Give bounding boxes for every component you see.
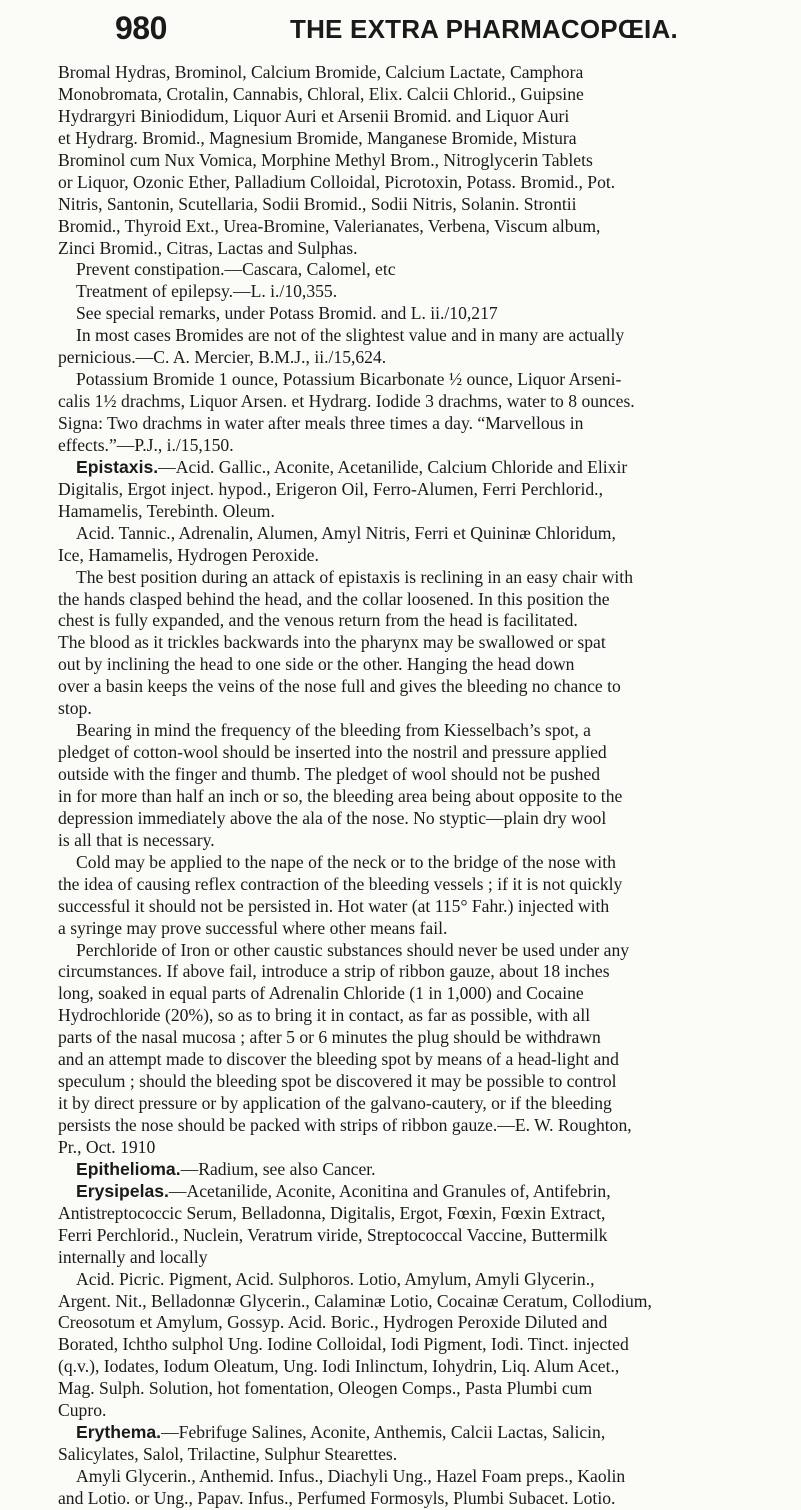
text-line: parts of the nasal mucosa ; after 5 or 6 minutes the plug should be withdrawn [58,1027,601,1048]
entry-text: —Radium, see also Cancer. [180,1158,376,1179]
text-line: and an attempt made to discover the bleeding spot by means of a head-light and [58,1049,619,1070]
text-line: stop. [58,698,92,719]
text-line: Nitris, Santonin, Scutellaria, Sodii Bromid., Sodii Nitris, Solanin. Strontii [58,193,577,214]
text-line: See special remarks, under Potass Bromid. and L. ii./10,217 [76,303,498,324]
text-line: Signa: Two drachms in water after meals three times a day. “Marvellous in [58,413,584,433]
text-line: Salicylates, Salol, Trilactine, Sulphur Stearettes. [58,1444,398,1465]
running-head: THE EXTRA PHARMACOPŒIA. [290,14,678,44]
text-line: The best position during an attack of epistaxis is reclining in an easy chair with [76,566,633,587]
text-line: Hydrochloride (20%), so as to bring it in contact, as far as possible, with all [58,1005,591,1026]
text-line: Monobromata, Crotalin, Cannabis, Chloral, Elix. Calcii Chlorid., Guipsine [58,83,584,104]
entry-heading: Erysipelas. [76,1180,169,1201]
text-line: and Lotio. or Ung., Papav. Infus., Perfumed Formosyls, Plumbi Subacet. Lotio. [58,1487,616,1508]
entry-text: —Febrifuge Salines, Aconite, Anthemis, Calcii Lactas, Salicin, [161,1422,606,1443]
text-line [58,457,795,479]
text-line: The blood as it trickles backwards into the pharynx may be swallowed or spat [58,632,606,653]
text-line: depression immediately above the ala of the nose. No styptic—plain dry wool [58,807,607,828]
text-line: Cupro. [58,1400,107,1421]
text-line: it by direct pressure or by application of the galvano-cautery, or if the bleeding [58,1093,612,1114]
text-line: In most cases Bromides are not of the slightest value and in many are actually [76,325,625,346]
entry-heading: Erythema. [76,1422,162,1443]
text-line: pernicious.—C. A. Mercier, B.M.J., ii./15,624. [58,347,387,368]
text-line: Bromal Hydras, Brominol, Calcium Bromide, Calcium Lactate, Camphora [58,62,584,82]
text-line: calis 1½ drachms, Liquor Arsen. et Hydrarg. Iodide 3 drachms, water to 8 ounces. [58,391,635,412]
text-line: speculum ; should the bleeding spot be discovered it may be possible to control [58,1071,617,1092]
page-body [58,62,795,1510]
page-header [58,0,795,62]
text-line: outside with the finger and thumb. The pledget of wool should not be pushed [58,764,601,784]
text-line: Potassium Bromide 1 ounce, Potassium Bicarbonate ½ ounce, Liquor Arseni- [76,369,622,390]
text-line: Amyli Glycerin., Anthemid. Infus., Diachyli Ung., Hazel Foam preps., Kaolin [76,1466,626,1486]
text-line: Ferri Perchlorid., Nuclein, Veratrum viride, Streptococcal Vaccine, Buttermilk [58,1224,608,1245]
entry-text: —Acetanilide, Aconite, Aconitina and Granules of, Antifebrin, [168,1180,611,1201]
entry-heading: Epistaxis. [76,456,159,477]
text-line: Brominol cum Nux Vomica, Morphine Methyl Brom., Nitroglycerin Tablets [58,149,593,170]
text-line: is all that is necessary. [58,829,215,850]
text-line: successful it should not be persisted in. Hot water (at 115° Fahr.) injected with [58,895,610,916]
text-line: Treatment of epilepsy.—L. i./10,355. [76,281,338,302]
text-line: Borated, Ichtho sulphol Ung. Iodine Colloidal, Iodi Pigment, Iodi. Tinct. injected [58,1334,629,1355]
text-line: et Hydrarg. Bromid., Magnesium Bromide, Manganese Bromide, Mistura [58,127,577,148]
text-line: Acid. Tannic., Adrenalin, Alumen, Amyl Nitris, Ferri et Quininæ Chloridum, [76,522,616,543]
entry-heading: Epithelioma. [76,1158,181,1179]
text-line: Acid. Picric. Pigment, Acid. Sulphoros. Lotio, Amylum, Amyli Glycerin., [76,1268,595,1289]
text-line: a syringe may prove successful where other means fail. [58,917,448,938]
text-line: Ice, Hamamelis, Hydrogen Peroxide. [58,544,319,565]
text-line: Hydrargyri Biniodidum, Liquor Auri et Arsenii Bromid. and Liquor Auri [58,105,570,126]
text-line: in for more than half an inch or so, the bleeding area being about opposite to the [58,785,623,806]
text-line: out by inclining the head to one side or the other. Hanging the head down [58,654,575,675]
text-line: Cold may be applied to the nape of the neck or to the bridge of the nose with [76,851,616,872]
text-line: chest is fully expanded, and the venous return from the head is facilitated. [58,610,578,631]
text-line: Mag. Sulph. Solution, hot fomentation, Oleogen Comps., Pasta Plumbi cum [58,1378,593,1399]
text-line: Zinci Bromid., Citras, Lactas and Sulphas. [58,237,358,258]
text-line: Antistreptococcic Serum, Belladonna, Digitalis, Ergot, Fœxin, Fœxin Extract, [58,1202,606,1223]
text-line: pledget of cotton-wool should be inserted into the nostril and pressure applied [58,742,607,763]
text-line: Bearing in mind the frequency of the bleeding from Kiesselbach’s spot, a [76,720,591,741]
text-line: circumstances. If above fail, introduce a strip of ribbon gauze, about 18 inches [58,961,610,982]
text-line: Perchloride of Iron or other caustic substances should never be used under any [76,939,630,960]
text-line [58,1181,795,1203]
page-number: 980 [115,10,167,46]
text-line: long, soaked in equal parts of Adrenalin Chloride (1 in 1,000) and Cocaine [58,983,584,1004]
text-line: the idea of causing reflex contraction of the bleeding vessels ; if it is not quickly [58,873,623,894]
text-line: Bromid., Thyroid Ext., Urea-Bromine, Valerianates, Verbena, Viscum album, [58,215,601,236]
text-line: Digitalis, Ergot inject. hypod., Erigeron Oil, Ferro-Alumen, Ferri Perchlorid., [58,478,603,499]
text-line: Creosotum et Amylum, Gossyp. Acid. Boric., Hydrogen Peroxide Diluted and [58,1312,608,1333]
text-line: Pr., Oct. 1910 [58,1136,156,1157]
entry-text: —Acid. Gallic., Aconite, Acetanilide, Calcium Chloride and Elixir [158,456,628,477]
text-line: Prevent constipation.—Cascara, Calomel, etc [76,259,396,280]
text-line: Hamamelis, Terebinth. Oleum. [58,500,275,521]
text-line: the hands clasped behind the head, and the collar loosened. In this position the [58,588,610,609]
text-line: over a basin keeps the veins of the nose full and gives the bleeding no chance to [58,676,621,697]
text-line: or Liquor, Ozonic Ether, Palladium Colloidal, Picrotoxin, Potass. Bromid., Pot. [58,171,616,192]
text-line [58,1422,795,1444]
text-line [58,1159,795,1181]
text-line: (q.v.), Iodates, Iodum Oleatum, Ung. Iodi Inlinctum, Iohydrin, Liq. Alum Acet., [58,1356,620,1377]
text-line: persists the nose should be packed with strips of ribbon gauze.—E. W. Roughton, [58,1115,632,1135]
text-line: internally and locally [58,1246,208,1267]
text-line: Argent. Nit., Belladonnæ Glycerin., Calaminæ Lotio, Cocainæ Ceratum, Collodium, [58,1290,652,1311]
text-line: effects.”—P.J., i./15,150. [58,434,234,455]
